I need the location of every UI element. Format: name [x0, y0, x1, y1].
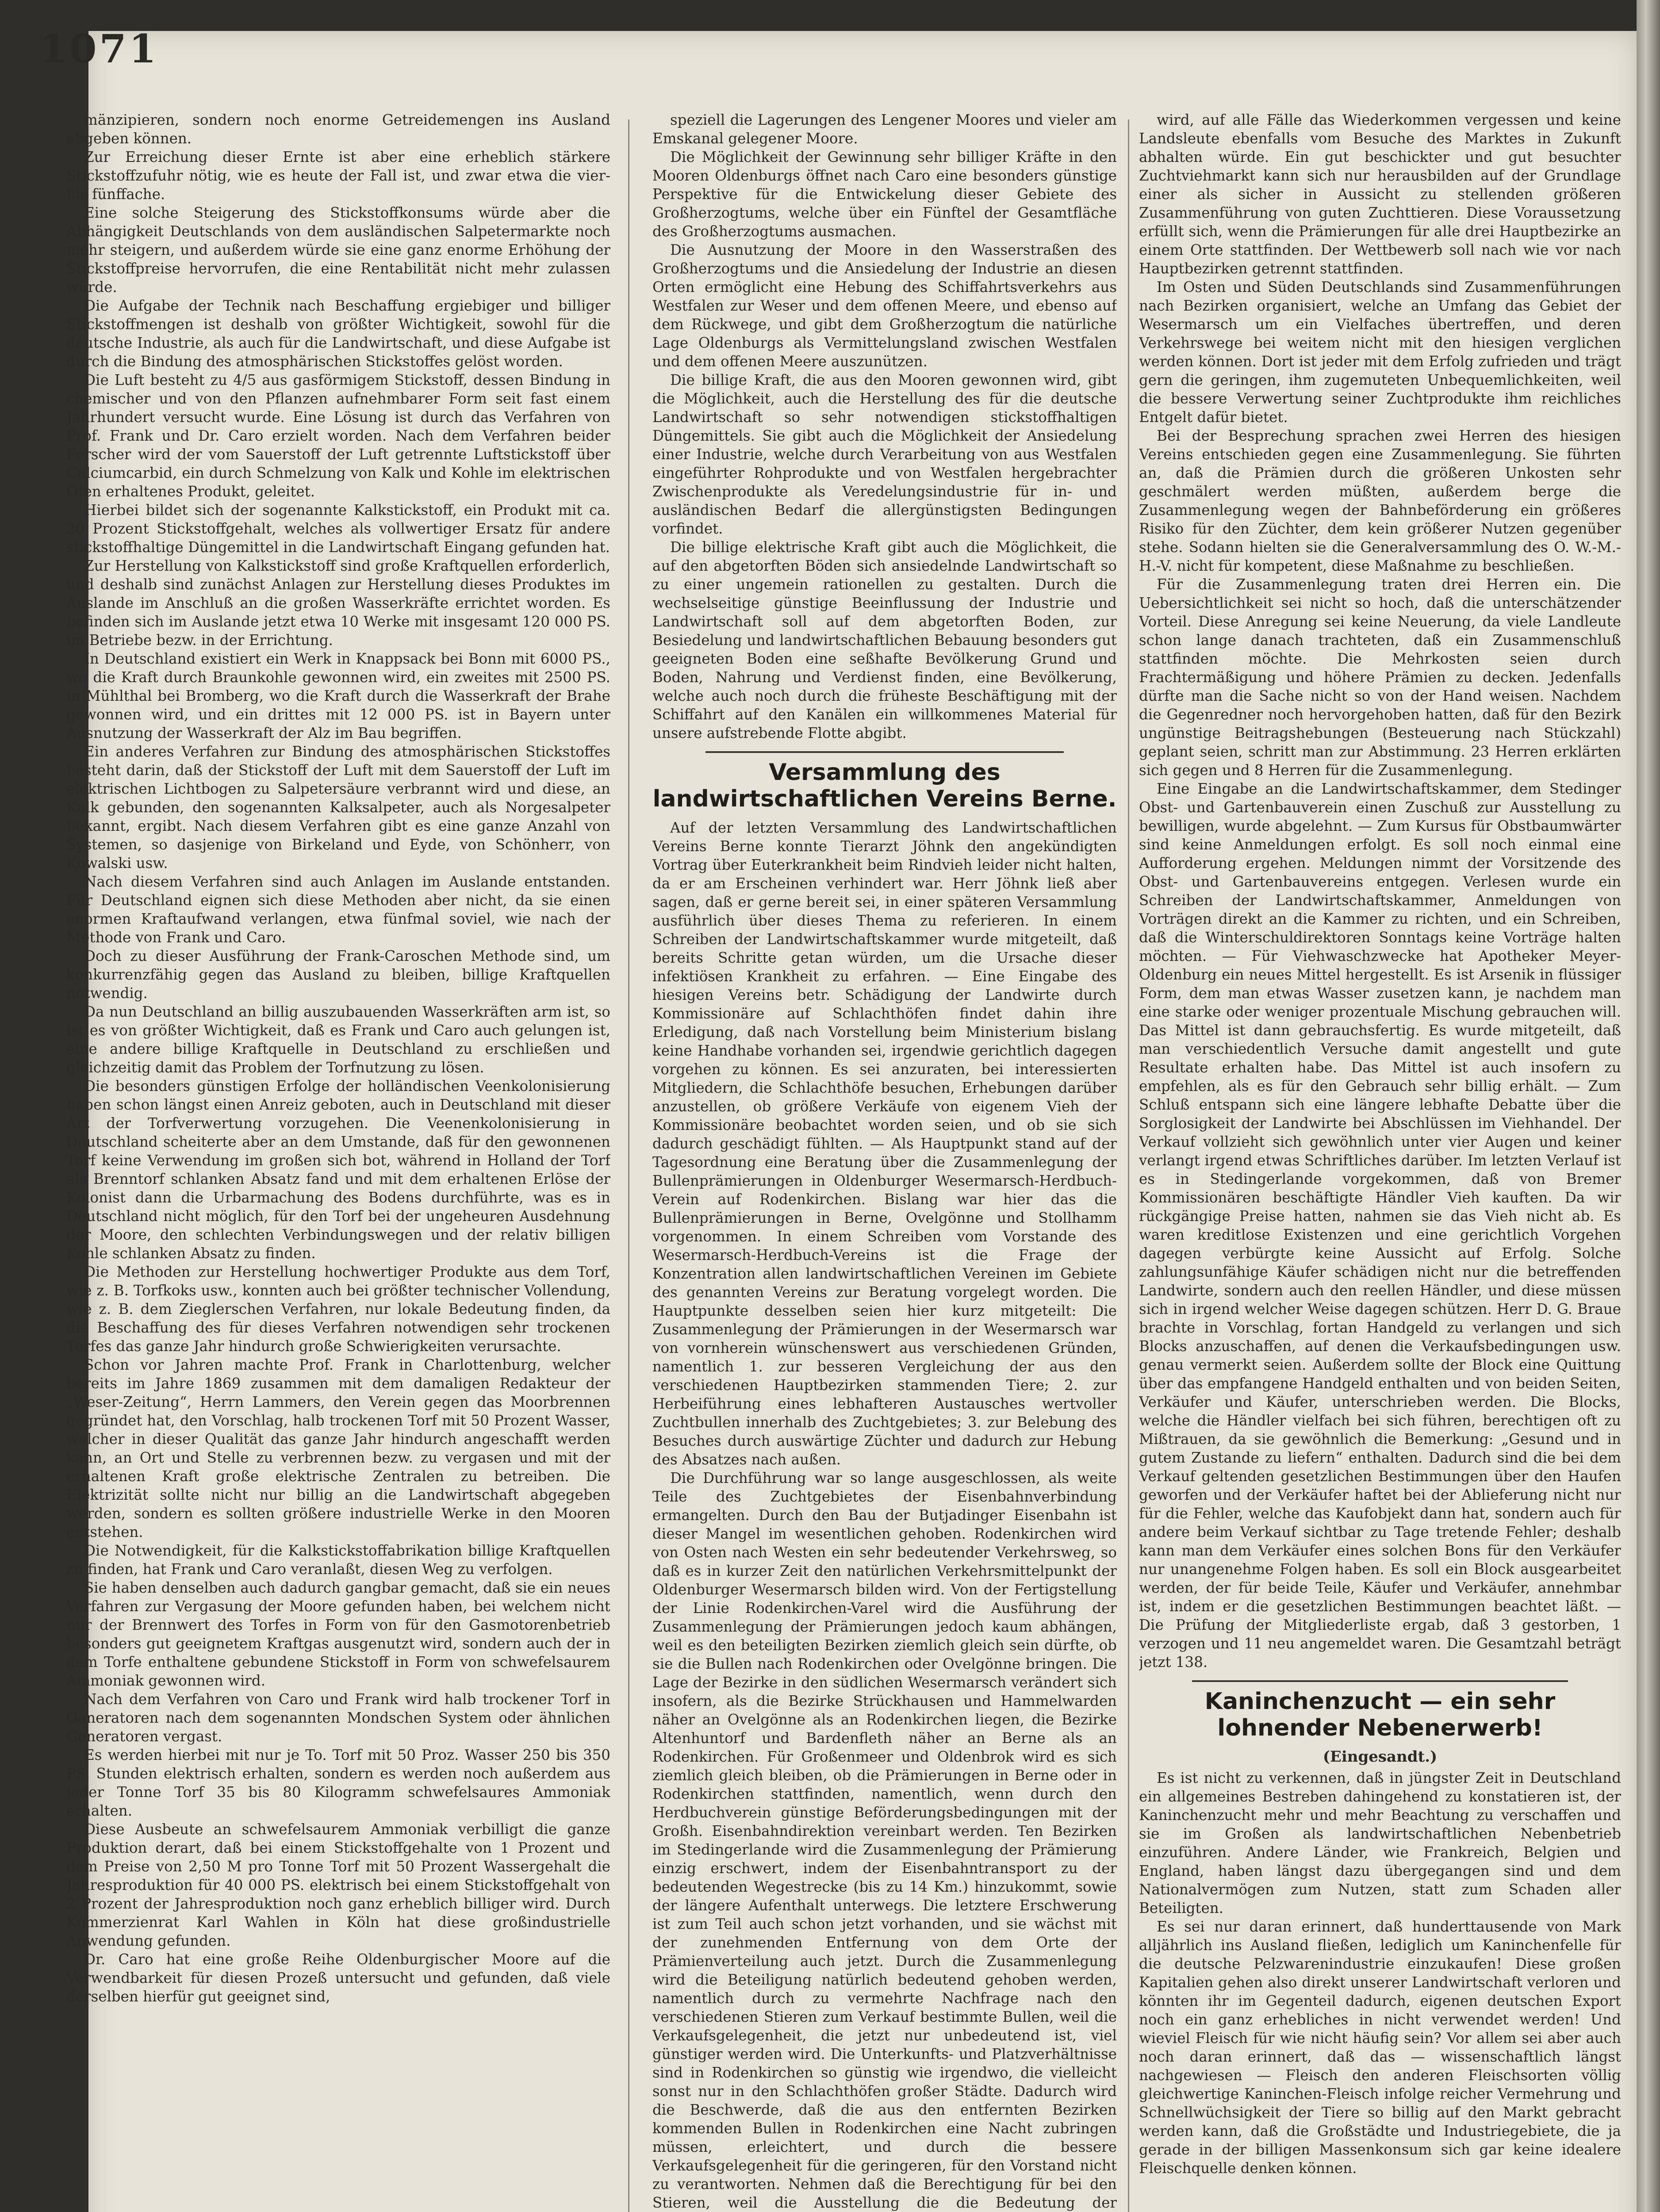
- paragraph: In Deutschland existiert ein Werk in Knappsack bei Bonn mit 6000 PS., wo die Kraft durch Braunkohle gewonnen wird, ein zweites mit 2500 PS. in Mühlthal bei Bromberg, wo die Kraft durch die Wasserkraft der Brahe gewonnen wird, und ein drittes mit 12 000 PS. ist in Bayern unter Ausnutzung der Wasserkraft der Alz im Bau begriffen.: [66, 650, 610, 741]
- paragraph: Eine solche Steigerung des Stickstoffkonsums würde aber die Abhängigkeit Deutschlands von dem ausländischen Salpetermarkte noch mehr steigern, und außerdem würde sie eine ganz enorme Erhöhung der Stickstoffpreise hervorrufen, die eine Rentabilität nicht mehr zulassen würde.: [66, 204, 610, 296]
- paragraph: Es werden hierbei mit nur je To. Torf mit 50 Proz. Wasser 250 bis 350 PS. Stunden elektrisch erhalten, sondern es werden noch außerdem aus jeder Tonne Torf 35 bis 80 Kilogramm schwefelsaures Ammoniak erhalten.: [66, 1747, 610, 1819]
- paragraph: Zur Erreichung dieser Ernte ist aber eine erheblich stärkere Stickstoffzufuhr nötig, wie es heute der Fall ist, und zwar etwa die vier- bis fünffache.: [66, 149, 610, 203]
- page-number: 1071: [40, 26, 159, 72]
- adjacent-page-edge: [1637, 0, 1660, 2212]
- article-verein-berne-continued: [1139, 111, 1621, 1671]
- paragraph: Die Aufgabe der Technik nach Beschaffung ergiebiger und billiger Stickstoffmengen ist deshalb von größter Wichtigkeit, sowohl für die deutsche Industrie, als auch für die Landwirtschaft, und diese Aufgabe ist durch die Bindung des atmosphärischen Stickstoffes gelöst worden.: [66, 297, 610, 370]
- paragraph: Dr. Caro hat eine große Reihe Oldenburgischer Moore auf die Verwendbarkeit für diesen Prozeß untersucht und gefunden, daß viele derselben hierfür gut geeignet sind,: [66, 1951, 610, 2005]
- heading-rule: [1192, 1680, 1568, 1682]
- paragraph: Die billige elektrische Kraft gibt auch die Möglichkeit, die auf den abgetorften Böden sich ansiedelnde Landwirtschaft so zu einer ungemein rationellen zu gestalten. Durch die wechselseitige günstige Beeinflussung der Industrie und Landwirtschaft soll auf dem abgetorften Boden, zur Besiedelung und landwirtschaftlichen Bebauung besonders gut geeigneten Boden eine seßhafte Bevölkerung Grund und Boden, Nahrung und Verdienst finden, eine Bevölkerung, welche auch noch durch die früheste Beschäftigung mit der Schiffahrt auf den Kanälen ein willkommenes Material für unsere aufstrebende Flotte abgibt.: [652, 539, 1117, 741]
- paragraph: Die besonders günstigen Erfolge der holländischen Veenkolonisierung haben schon längst einen Anreiz geboten, auch in Deutschland mit dieser Art der Torfverwertung vorzugehen. Die Veenenkolonisierung in Deutschland scheiterte aber an dem Umstande, daß für den gewonnenen Torf keine Verwendung im großen sich bot, während in Holland der Torf als Brenntorf schlanken Absatz fand und mit dem erhaltenen Erlöse der Kolonist dann die Urbarmachung des Bodens durchführte, was es in Deutschland nicht möglich, für den Torf bei der ungeheuren Ausdehnung der Moore, den schlechten Verbindungswegen und der relativ billigen Kohle schlanken Absatz zu finden.: [66, 1078, 610, 1262]
- paragraph: Schon vor Jahren machte Prof. Frank in Charlottenburg, welcher bereits im Jahre 1869 zusammen mit dem damaligen Redakteur der „Weser-Zeitung“, Herrn Lammers, den Verein gegen das Moorbrennen gegründet hat, den Vorschlag, halb trockenen Torf mit 50 Prozent Wasser, welcher in dieser Qualität das ganze Jahr hindurch angeschafft werden kann, an Ort und Stelle zu verbrennen bezw. zu vergasen und mit der erhaltenen Kraft große elektrische Zentralen zu betreiben. Die Elektrizität sollte nicht nur billig an die Landwirtschaft abgegeben werden, sondern es sollten größere industrielle Werke in den Mooren entstehen.: [66, 1356, 610, 1540]
- paragraph: speziell die Lagerungen des Lengener Moores und vieler am Emskanal gelegener Moore.: [652, 111, 1117, 147]
- article-kaninchenzucht: [1139, 1769, 1621, 2177]
- paragraph: Auf der letzten Versammlung des Landwirtschaftlichen Vereins Berne konnte Tierarzt Jöhnk den angekündigten Vortrag über Euterkrankheit beim Rindvieh leider nicht halten, da er am Erscheinen verhindert war. Herr Jöhnk ließ aber sagen, daß er gerne bereit sei, in einer späteren Versammlung ausführlich über dieses Thema zu referieren. In einem Schreiben der Landwirtschaftskammer wurde mitgeteilt, daß bereits Schritte getan würden, um die Ursache dieser infektiösen Krankheit zu erfahren. — Eine Eingabe des hiesigen Vereins betr. Schädigung der Landwirte durch Kommissionäre auf Schlachthöfen findet dahin ihre Erledigung, daß nach Vorstellung beim Ministerium bislang keine Handhabe vorhanden sei, irgendwie gerichtlich dagegen vorgehen zu können. Es sei anzuraten, bei interessierten Mitgliedern, die Schlachthöfe besuchen, Erhebungen darüber anzustellen, ob größere Verkäufe von eigenem Vieh der Kommissionäre beobachtet worden seien, und ob sie sich dadurch geschädigt fühlten. — Als Hauptpunkt stand auf der Tagesordnung eine Beratung über die Zusammenlegung der Bullenprämierungen in Oldenburger Wesermarsch-Herdbuch-Verein auf Rodenkirchen. Bislang war hier das die Bullenprämierungen in Berne, Ovelgönne und Stollhamm vorgenommen. In einem Schreiben vom Vorstande des Wesermarsch-Herdbuch-Vereins ist die Frage der Konzentration allen landwirtschaftlichen Vereinen im Gebiete des genannten Vereins zur Beratung vorgelegt worden. Die Hauptpunkte desselben seien hier kurz mitgeteilt: Die Zusammenlegung der Prämierungen in der Wesermarsch war von vornherein wünschenswert aus verschiedenen Gründen, namentlich 1. zur besseren Vergleichung der aus den verschiedenen Hauptbezirken stammenden Tiere; 2. zur Herbeiführung eines lebhafteren Austausches wertvoller Zuchtbullen innerhalb des Zuchtgebietes; 3. zur Belebung des Besuches durch auswärtige Züchter und dadurch zur Hebung des Absatzes nach außen.: [652, 819, 1117, 1468]
- paragraph: Im Osten und Süden Deutschlands sind Zusammenführungen nach Bezirken organisiert, welche an Umfang das Gebiet der Wesermarsch um ein Vielfaches übertreffen, und deren Verkehrswege bei weitem nicht mit den hiesigen verglichen werden können. Dort ist jeder mit dem Erfolg zufrieden und trägt gern die geringen, ihm zugemuteten Unbequemlichkeiten, weil die bessere Verwertung seiner Zuchtprodukte ihm reichliches Entgelt dafür bietet.: [1139, 279, 1621, 426]
- paragraph: Diese Ausbeute an schwefelsaurem Ammoniak verbilligt die ganze Produktion derart, daß bei einem Stickstoffgehalte von 1 Prozent und dem Preise von 2,50 M pro Tonne Torf mit 50 Prozent Wassergehalt die Jahresproduktion für 40 000 PS. elektrisch bei einem Stickstoffgehalt von 2 Prozent der Jahresproduktion noch ganz erheblich billiger wird. Durch Kommerzienrat Karl Wahlen in Köln hat diese großindustrielle Anwendung gefunden.: [66, 1821, 610, 1949]
- paragraph: Bei der Besprechung sprachen zwei Herren des hiesigen Vereins entschieden gegen eine Zusammenlegung. Sie führten an, daß die Prämien durch die größeren Unkosten sehr geschmälert werden müßten, außerdem berge die Zusammenlegung wegen der Bahnbeförderung ein größeres Risiko für den Züchter, dem kein größerer Nutzen gegenüber stehe. Sodann hielten sie die Generalversammlung des O. W.-M.-H.-V. nicht für kompetent, diese Maßnahme zu beschließen.: [1139, 427, 1621, 574]
- paragraph: Ein anderes Verfahren zur Bindung des atmosphärischen Stickstoffes besteht darin, daß der Stickstoff der Luft mit dem Sauerstoff der Luft im elektrischen Lichtbogen zu Salpetersäure verbrannt wird und diese, an Kalk gebunden, den sogenannten Kalksalpeter, auch als Norgesalpeter bekannt, ergibt. Nach diesem Verfahren gibt es eine ganze Anzahl von Systemen, so dasjenige von Birkeland und Eyde, von Schönherr, von Kowalski usw.: [66, 743, 610, 872]
- paragraph: Es ist nicht zu verkennen, daß in jüngster Zeit in Deutschland ein allgemeines Bestreben dahingehend zu konstatieren ist, der Kaninchenzucht mehr und mehr Beachtung zu verschaffen und sie im Großen als landwirtschaftlichen Nebenbetrieb einzuführen. Andere Länder, wie Frankreich, Belgien und England, haben längst dazu übergegangen sind und dem Nationalvermögen zum Nutzen, statt zum Schaden aller Beteiligten.: [1139, 1770, 1621, 1916]
- article-subheading: (Eingesandt.): [1323, 1748, 1438, 1766]
- paragraph: Die Durchführung war so lange ausgeschlossen, als weite Teile des Zuchtgebietes der Eisenbahnverbindung ermangelten. Durch den Bau der Butjadinger Eisenbahn ist dieser Mangel im wesentlichen gehoben. Rodenkirchen wird von Osten nach Westen ein sehr bedeutender Verkehrsweg, so daß es in kurzer Zeit den natürlichen Verkehrsmittelpunkt der Oldenburger Wesermarsch bilden wird. Von der Fertigstellung der Linie Rodenkirchen-Varel wird die Ausführung der Zusammenlegung der Prämierungen jedoch kaum abhängen, weil es den beteiligten Bezirken ziemlich gleich sein dürfte, ob sie die Bullen nach Rodenkirchen oder Ovelgönne bringen. Die Lage der Bezirke in den südlichen Wesermarsch verändert sich insofern, als die Bezirke Strückhausen und Hammelwarden näher an Ovelgönne als an Rodenkirchen liegen, die Bezirke Altenhuntorf und Bardenfleth näher an Berne als an Rodenkirchen. Für Großenmeer und Oldenbrok wird es sich ziemlich gleich bleiben, ob die Prämierungen in Berne oder in Rodenkirchen stattfinden, namentlich, wenn durch den Herdbuchverein günstige Beförderungsbedingungen mit der Großh. Eisenbahndirektion vereinbart werden. Ten Bezirken im Stedingerlande wird die Zusammenlegung der Prämierung einzig erschwert, indem der Eisenbahntransport zu der bedeutenden Wegestrecke (bis zu 14 Km.) hinzukommt, sowie der längere Aufenthalt unterwegs. Die letztere Erschwerung ist zum Teil auch schon jetzt vorhanden, und sie wächst mit der zunehmenden Entfernung von dem Orte der Prämienverteilung auch jetzt. Durch die Zusammenlegung wird die Beteiligung natürlich bedeutend gehoben werden, namentlich durch zu vermehrte Nachfrage nach den verschiedenen Stieren zum Verkauf bestimmte Bullen, weil die Verkaufsgelegenheit, die jetzt nur unbedeutend ist, viel günstiger werden wird. Die Unterkunfts- und Platzverhältnisse sind in Rodenkirchen so günstig wie irgendwo, die vielleicht sonst nur in den Schlachthöfen großer Städte. Dadurch wird die Beschwerde, daß die aus den entfernten Bezirken kommenden Bullen in Rodenkirchen eine Nacht zubringen müssen, erleichtert, und durch die bessere Verkaufsgelegenheit für die geringeren, für den Vorstand nicht zu verantworten. Nehmen daß die Berechtigung für bei den Stieren, weil die Ausstellung die die Bedeutung der: [652, 1470, 1117, 2211]
- paragraph: Es sei nur daran erinnert, daß hunderttausende von Mark alljährlich ins Ausland fließen, lediglich um Kaninchenfelle für die deutsche Pelzwarenindustrie einzukaufen! Diese großen Kapitalien gehen also direkt unserer Landwirtschaft verloren und könnten ihr im Gegenteil dadurch, eigenen deutschen Export noch ein ganz erhebliches in nicht verwendet werden! Und wieviel Fleisch für wie nicht häufig sein? Vor allem sei aber auch noch daran erinnert, daß das — wissenschaftlich längst nachgewiesen — Fleisch den anderen Fleischsorten völlig gleichwertige Kaninchen-Fleisch infolge reicher Vermehrung und Schnellwüchsigkeit der Tiere so billig auf den Markt gebracht werden kann, daß die Großstädte und Industriegebiete, die ja gerade in der billigen Massenkonsum sich gar keine idealere Fleischquelle denken können.: [1139, 1918, 1621, 2177]
- article-continuation: [652, 111, 1117, 742]
- paragraph: Da nun Deutschland an billig auszubauenden Wasserkräften arm ist, so ist es von größter Wichtigkeit, daß es Frank und Caro auch gelungen ist, eine andere billige Kraftquelle in Deutschland zu erschließen und gleichzeitig damit das Problem der Torfnutzung zu lösen.: [66, 1003, 610, 1076]
- article-heading-kaninchenzucht: Kaninchenzucht — ein sehr lohnender Nebenerwerb!: [1204, 1688, 1556, 1741]
- column-2: [652, 111, 1117, 2212]
- column-rule: [1128, 119, 1129, 2212]
- paragraph: Die Ausnutzung der Moore in den Wasserstraßen des Großherzogtums und die Ansiedelung der Industrie an diesen Orten ermöglicht eine Hebung des Schiffahrtsverkehrs aus Westfalen zur Weser und dem offenen Meere, und ebenso auf dem Rückwege, und gibt dem Großherzogtum die natürliche Lage Oldenburgs als Vermittelungsland zwischen Westfalen und dem offenen Meere auszunützen.: [652, 242, 1117, 370]
- paragraph: Doch zu dieser Ausführung der Frank-Caroschen Methode sind, um konkurrenzfähig gegen das Ausland zu bleiben, billige Kraftquellen notwendig.: [66, 948, 610, 1002]
- paragraph: Zur Herstellung von Kalkstickstoff sind große Kraftquellen erforderlich, und deshalb sind zunächst Anlagen zur Herstellung dieses Produktes im Auslande im Anschluß an die großen Wasserkräfte errichtet worden. Es befinden sich im Auslande jetzt etwa 10 Werke mit insgesamt 120 000 PS. im Betriebe bezw. in der Errichtung.: [66, 557, 610, 649]
- column-3: [1139, 111, 1621, 2212]
- column-rule: [628, 119, 629, 2212]
- paragraph: Für die Zusammenlegung traten drei Herren ein. Die Uebersichtlichkeit sei nicht so hoch, daß die unterschätzender Vorteil. Diese Anregung sei keine Neuerung, da viele Landleute schon lange danach trachteten, daß ein Zusammenschluß stattfinden möchte. Die Mehrkosten seien durch Frachtermäßigung und höhere Prämien zu decken. Jedenfalls dürfte man die Sache nicht so von der Hand weisen. Nachdem die Gegenredner noch hervorgehoben hatten, daß für den Bezirk ungünstige Beitragshebungen (Besteuerung nach Stückzahl) geplant seien, schritt man zur Abstimmung. 23 Herren erklärten sich gegen und 8 Herren für die Zusammenlegung.: [1139, 576, 1621, 779]
- article-verein-berne: [652, 818, 1117, 2212]
- paragraph: mänzipieren, sondern noch enorme Getreidemengen ins Ausland abgeben können.: [66, 111, 610, 147]
- paragraph: Nach dem Verfahren von Caro und Frank wird halb trockener Torf in Generatoren nach dem sogenannten Mondschen System oder ähnlichen Generatoren vergast.: [66, 1691, 610, 1745]
- article-heading-verein-berne: Versammlung des landwirtschaftlichen Vereins Berne.: [652, 759, 1117, 812]
- paragraph: Sie haben denselben auch dadurch gangbar gemacht, daß sie ein neues Verfahren zur Vergasung der Moore gefunden haben, bei welchem nicht nur der Brennwert des Torfes in Form von für den Gasmotorenbetrieb besonders gut geeignetem Kraftgas ausgenutzt wird, sondern auch der in dem Torfe enthaltene gebundene Stickstoff in Form von schwefelsaurem Ammoniak gewonnen wird.: [66, 1579, 610, 1689]
- paragraph: Die Methoden zur Herstellung hochwertiger Produkte aus dem Torf, wie z. B. Torfkoks usw., konnten auch bei größter technischer Vollendung, wie z. B. dem Zieglerschen Verfahren, nur lokale Bedeutung finden, da die Beschaffung des für dieses Verfahren notwendigen sehr trockenen Torfes das ganze Jahr hindurch große Schwierigkeiten verursachte.: [66, 1263, 610, 1355]
- paragraph: Die billige Kraft, die aus den Mooren gewonnen wird, gibt die Möglichkeit, auch die Herstellung des für die deutsche Landwirtschaft so sehr notwendigen stickstoffhaltigen Düngemittels. Sie gibt auch die Möglichkeit der Ansiedelung einer Industrie, welche durch Verarbeitung von aus Westfalen eingeführter Rohprodukte und von Westfalen hergebrachter Zwischenprodukte als Veredelungsindustrie für in- und ausländischen Bedarf die allergünstigsten Bedingungen vorfindet.: [652, 372, 1117, 537]
- paragraph: Die Möglichkeit der Gewinnung sehr billiger Kräfte in den Mooren Oldenburgs öffnet nach Caro eine besonders günstige Perspektive für die Entwickelung dieser Gebiete des Großherzogtums, welche über ein Fünftel der Gesamtfläche des Großherzogtums ausmachen.: [652, 149, 1117, 240]
- paragraph: Die Luft besteht zu 4/5 aus gasförmigem Stickstoff, dessen Bindung in chemischer und von den Pflanzen aufnehmbarer Form seit fast einem Jahrhundert versucht wurde. Eine Lösung ist durch das Verfahren von Prof. Frank und Dr. Caro erzielt worden. Nach dem Verfahren beider Forscher wird der vom Sauerstoff der Luft getrennte Luftstickstoff über Calciumcarbid, ein durch Schmelzung von Kalk und Kohle im elektrischen Ofen erhaltenes Produkt, geleitet.: [66, 372, 610, 500]
- paragraph: Eine Eingabe an die Landwirtschaftskammer, dem Stedinger Obst- und Gartenbauverein einen Zuschuß zur Ausstellung zu bewilligen, wurde abgelehnt. — Zum Kursus für Obstbaumwärter sind keine Anmeldungen erfolgt. Es soll noch einmal eine Aufforderung ergehen. Meldungen nimmt der Vorsitzende des Obst- und Gartenbauvereins entgegen. Verlesen wurde ein Schreiben der Landwirtschaftskammer, Anmeldungen von Vorträgen direkt an die Kammer zu richten, und ein Schreiben, daß die Winterschuldirektoren Sonntags keine Vorträge halten möchten. — Für Viehwaschzwecke hat Apotheker Meyer-Oldenburg ein neues Mittel hergestellt. Es ist Arsenik in flüssiger Form, dem man etwas Wasser zusetzen kann, je nachdem man eine starke oder weniger prozentuale Mischung gebrauchen will. Das Mittel ist dann gebrauchsfertig. Es wurde mitgeteilt, daß man verschiedentlich Versuche damit angestellt und gute Resultate erhalten habe. Das Mittel ist auch insofern zu empfehlen, als es für den Gebrauch sehr billig erhält. — Zum Schluß entspann sich eine längere lebhafte Debatte über die Sorglosigkeit der Landwirte bei Abschlüssen im Viehhandel. Der Verkauf vollzieht sich gewöhnlich unter vier Augen und keiner verlangt irgend etwas Schriftliches darüber. Im letzten Verlauf ist es in Stedingerlande vorgekommen, daß von Bremer Kommissionären beschäftigte Händler Vieh kauften. Da wir rückgängige Preise hatten, nahmen sie das Vieh nicht ab. Es waren kreditlose Existenzen und eine gerichtlich Vorgehen dagegen verbürgte keine Aussicht auf Erfolg. Solche zahlungsunfähige Käufer schädigen nicht nur die betreffenden Landwirte, sondern auch den reellen Händler, und diese müssen sich in irgend welcher Weise dagegen schützen. Herr D. G. Braue brachte in Vorschlag, fortan Handgeld zu verlangen und sich Blocks anzuschaffen, auf denen die Verkaufsbedingungen usw. genau vermerkt seien. Außerdem sollte der Block eine Quittung über das empfangene Handgeld enthalten und von beiden Seiten, Verkäufer und Käufer, unterschrieben werden. Die Blocks, welche die Händler vielfach bei sich führen, berechtigen oft zu Mißtrauen, da sie gewöhnlich die Bemerkung: „Gesund und in gutem Zustande zu liefern“ enthalten. Dadurch sind die bei dem Verkauf geltenden gesetzlichen Bestimmungen über den Haufen geworfen und der Verkäufer haftet bei der Ablieferung nicht nur für die Fehler, welche das Kaufobjekt dann hat, sondern auch für andere beim Verkauf sichtbar zu Tage tretende Fehler; deshalb kann man dem Verkäufer eines solchen Bons für den Verkäufer nur unangenehme Folgen haben. Es soll ein Block ausgearbeitet werden, der für beide Teile, Käufer und Verkäufer, annehmbar ist, indem er die gesetzlichen Bestimmungen beachtet läßt. — Die Prüfung der Mitgliederliste ergab, daß 3 gestorben, 1 verzogen und 11 neu angemeldet waren. Die Gesamtzahl beträgt jetzt 138.: [1139, 780, 1621, 1671]
- column-1: [66, 111, 610, 2212]
- paragraph: Nach diesem Verfahren sind auch Anlagen im Auslande entstanden. Für Deutschland eignen sich diese Methoden aber nicht, da sie einen enormen Kraftaufwand verlangen, etwa fünfmal soviel, wie nach der Methode von Frank und Caro.: [66, 873, 610, 946]
- heading-rule: [705, 751, 1064, 753]
- paragraph: Die Notwendigkeit, für die Kalkstickstoffabrikation billige Kraftquellen zu finden, hat Frank und Caro veranlaßt, diesen Weg zu verfolgen.: [66, 1542, 610, 1578]
- paragraph: wird, auf alle Fälle das Wiederkommen vergessen und keine Landsleute ebenfalls vom Besuche des Marktes in Zukunft abhalten würde. Ein gut beschickter und gut besuchter Zuchtviehmarkt kann sich nur herausbilden auf der Grundlage einer als sicher in Aussicht zu stellenden größeren Zusammenführung von guten Zuchttieren. Diese Voraussetzung erfüllt sich, wenn die Prämierungen für alle drei Hauptbezirke an einem Orte stattfinden. Der Wettbewerb soll nach wie vor nach Hauptbezirken getrennt stattfinden.: [1139, 111, 1621, 277]
- paragraph: Hierbei bildet sich der sogenannte Kalkstickstoff, ein Produkt mit ca. 20 Prozent Stickstoffgehalt, welches als vollwertiger Ersatz für andere stickstoffhaltige Düngemittel in die Landwirtschaft Eingang gefunden hat.: [66, 502, 610, 556]
